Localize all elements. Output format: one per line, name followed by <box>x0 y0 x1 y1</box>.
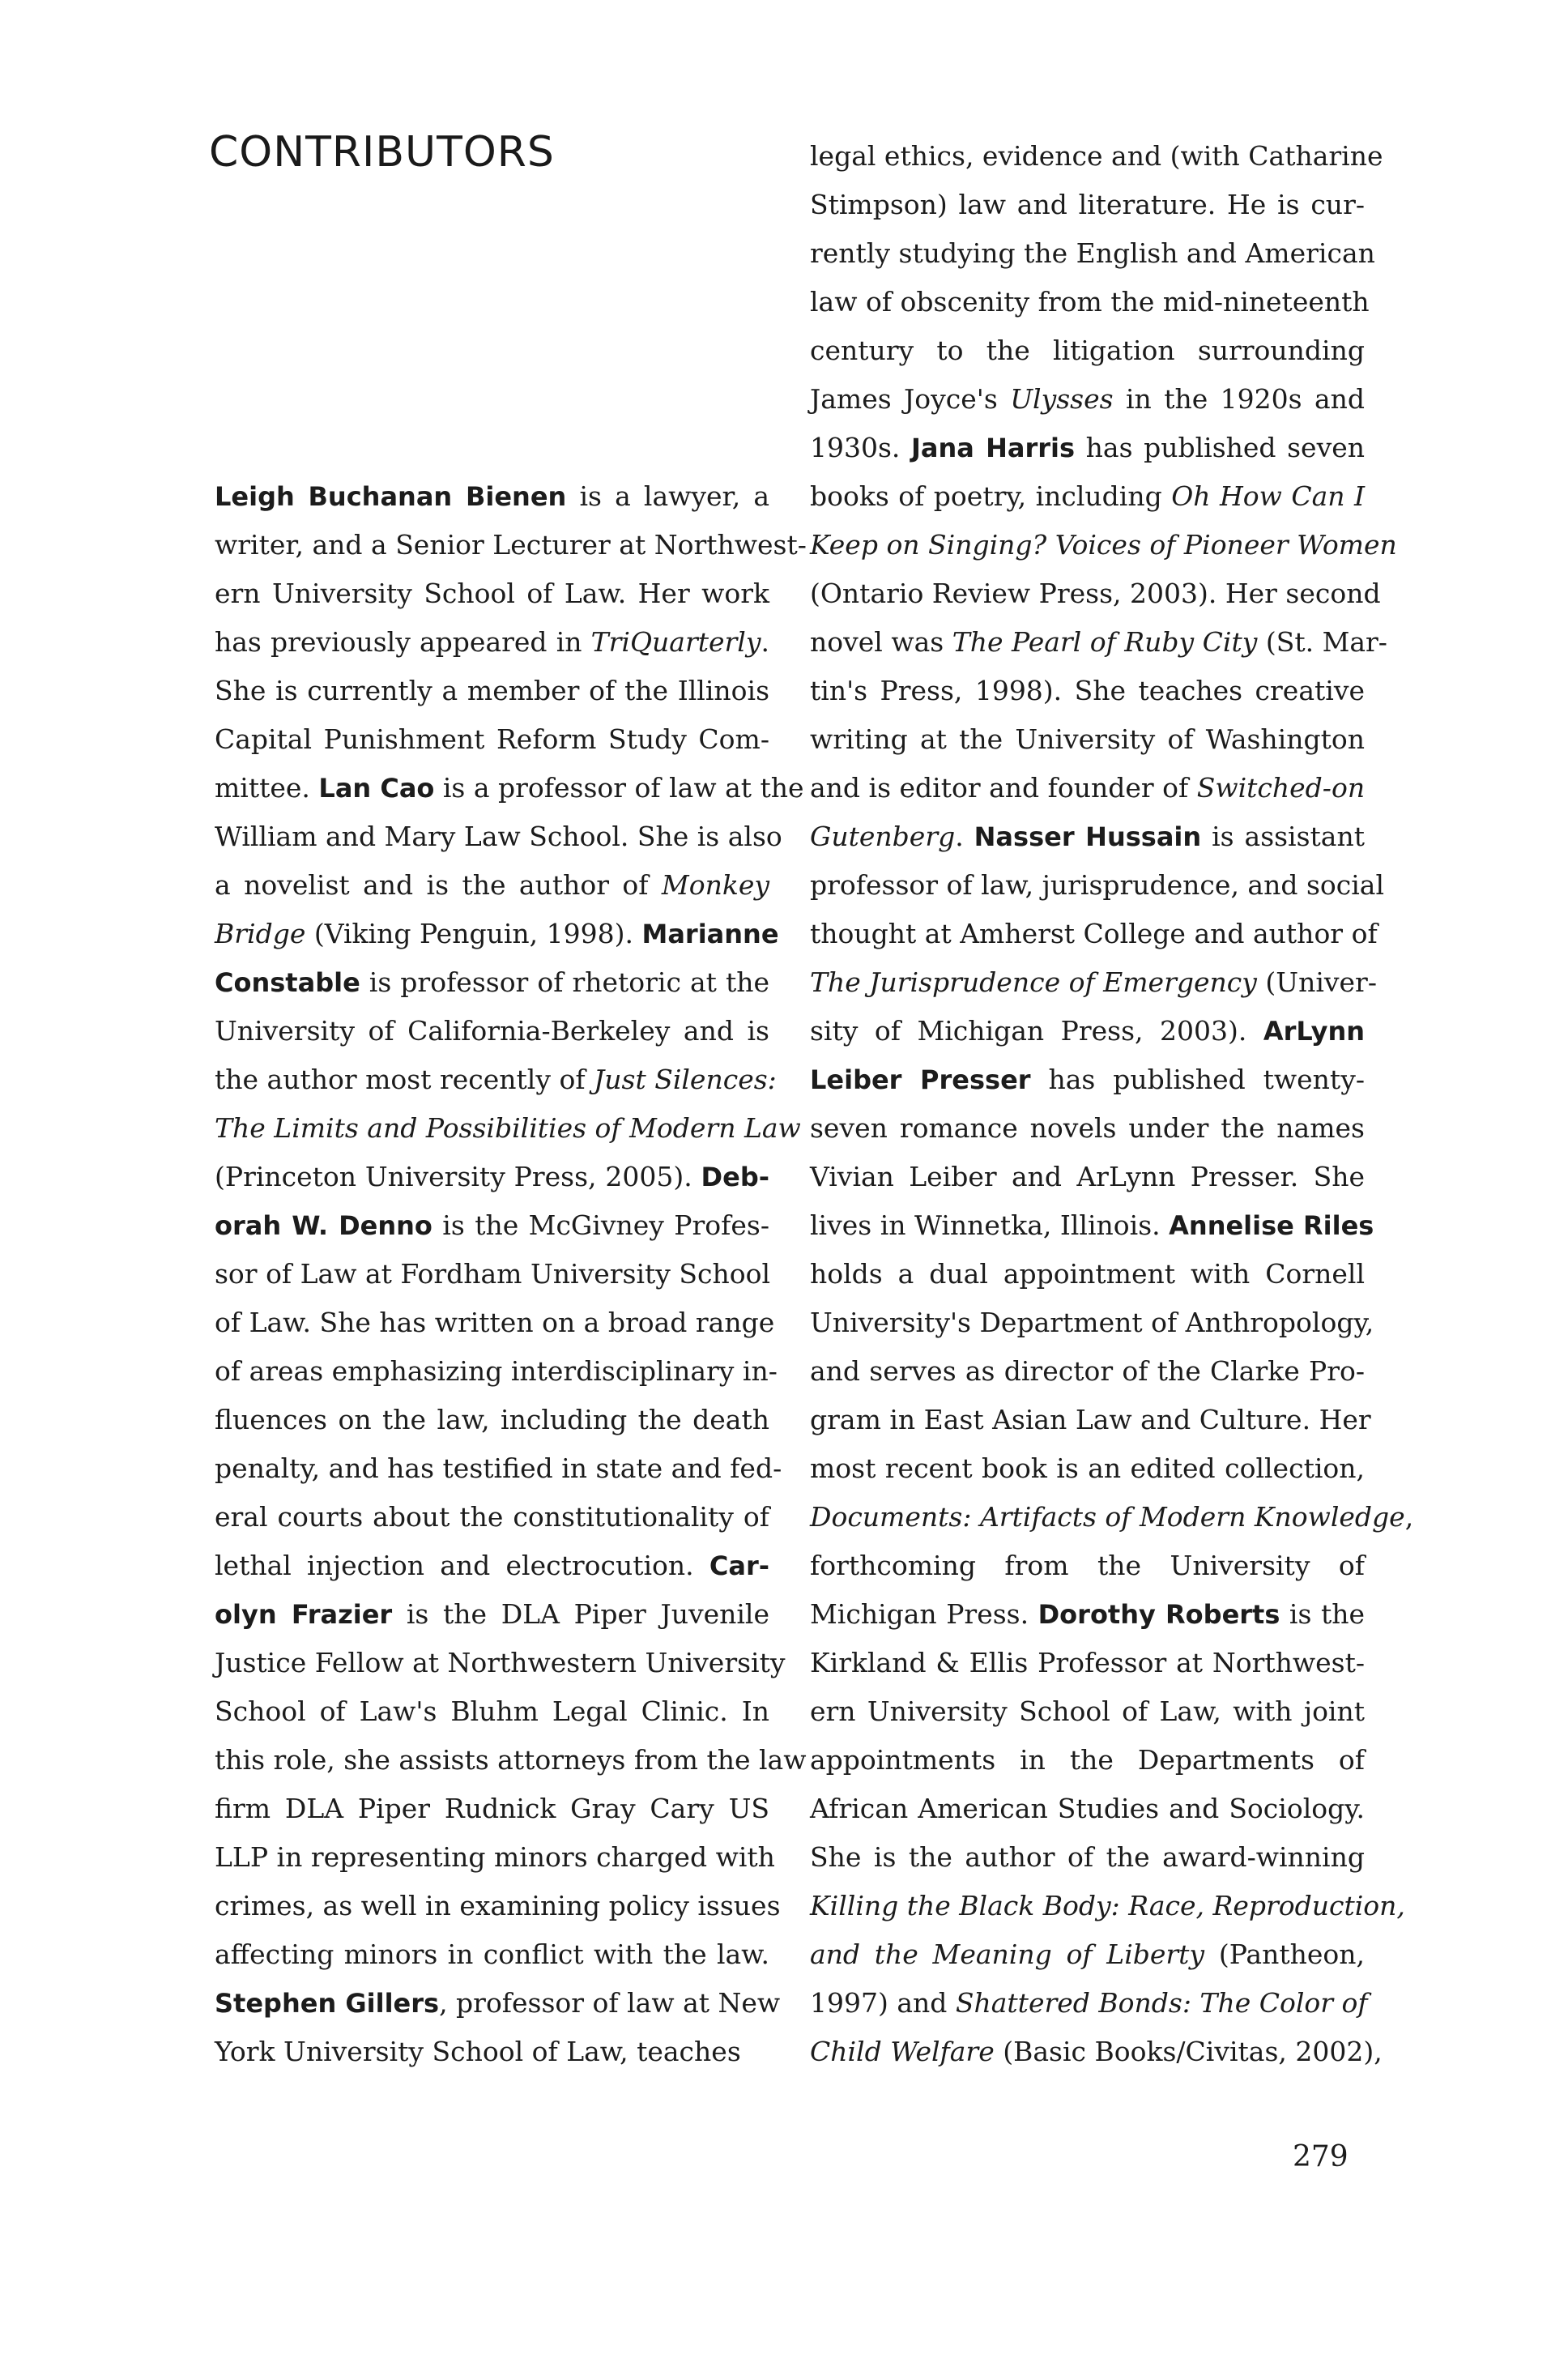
text-line <box>215 861 769 910</box>
line-text: , <box>1404 1501 1414 1533</box>
line-text: legal ethics, evidence and (with Catharine <box>810 140 1383 172</box>
line-text: Justice Fellow at Northwestern University <box>215 1647 786 1678</box>
line-text: a novelist and is the author of <box>215 869 662 901</box>
line-text: James Joyce's <box>810 383 1011 415</box>
line-text: Kirkland & Ellis Professor at Northwest- <box>810 1647 1365 1678</box>
line-text: is professor of rhetoric at the <box>360 966 769 998</box>
contributor-name: Jana Harris <box>911 433 1076 463</box>
line-text: novel was <box>810 626 952 658</box>
line-text: century to the litigation surrounding <box>810 335 1365 366</box>
line-text: in the 1920s and <box>1113 383 1366 415</box>
line-text: and serves as director of the Clarke Pro- <box>810 1355 1365 1387</box>
work-title: Monkey <box>661 869 769 901</box>
text-column-right <box>810 132 1414 2076</box>
text-line <box>215 1542 769 1590</box>
line-text: has published seven <box>1075 432 1366 463</box>
text-line <box>810 1639 1365 1687</box>
line-text: firm DLA Piper Rudnick Gray Cary US <box>215 1793 769 1824</box>
contributor-name: Lan Cao <box>318 773 435 804</box>
text-line <box>215 521 807 569</box>
text-line <box>215 715 769 764</box>
work-title: Gutenberg <box>810 821 956 852</box>
contributor-name: Nasser Hussain <box>974 821 1202 852</box>
line-text: . <box>761 626 769 658</box>
line-text: York University School of Law, teaches <box>215 2036 741 2067</box>
text-line <box>810 1979 1368 2028</box>
line-text: penalty, and has testified in state and fed- <box>215 1452 782 1484</box>
work-title: Killing the Black Body: Race, Reproduction, <box>810 1890 1405 1921</box>
text-line <box>810 910 1378 958</box>
page-title: CONTRIBUTORS <box>209 128 555 177</box>
line-text: has previously appeared in <box>215 626 591 658</box>
line-text: She is the author of the award-winning <box>810 1841 1365 1873</box>
text-line <box>215 1299 775 1347</box>
text-line <box>215 764 804 812</box>
line-text: rently studying the English and American <box>810 237 1375 269</box>
line-text: (Basic Books/Civitas, 2002), <box>994 2036 1383 2067</box>
line-text: . <box>955 821 974 852</box>
text-line <box>215 1882 781 1930</box>
text-line <box>810 424 1365 472</box>
page-number: 279 <box>1293 2140 1349 2173</box>
work-title: The Jurisprudence of Emergency <box>810 966 1257 998</box>
work-title: Documents: Artifacts of Modern Knowledge <box>810 1501 1405 1533</box>
line-text: forthcoming from the University of <box>810 1550 1365 1581</box>
text-line <box>810 1153 1365 1201</box>
line-text: writer, and a Senior Lecturer at Northwest- <box>215 529 807 561</box>
line-text: is the <box>1280 1598 1365 1630</box>
work-title: Shattered Bonds: The Color of <box>955 1987 1368 2019</box>
text-line <box>810 569 1381 618</box>
text-line <box>215 1493 769 1542</box>
text-line <box>810 278 1370 326</box>
line-text: (St. Mar- <box>1257 626 1387 658</box>
text-line <box>810 2028 1383 2076</box>
line-text: ern University School of Law. Her work <box>215 578 769 609</box>
text-line <box>810 1007 1365 1056</box>
text-line <box>810 1201 1374 1250</box>
work-title: Child Welfare <box>810 2036 995 2067</box>
text-line <box>810 1056 1365 1104</box>
line-text: Stimpson) law and literature. He is cur- <box>810 189 1365 220</box>
line-text: holds a dual appointment with Cornell <box>810 1258 1365 1290</box>
text-line <box>810 958 1377 1007</box>
text-line <box>810 812 1365 861</box>
text-line <box>810 132 1383 181</box>
contributor-name: Marianne <box>641 919 779 949</box>
line-text: fluences on the law, including the death <box>215 1404 769 1435</box>
line-text: (Univer- <box>1256 966 1377 998</box>
line-text: most recent book is an edited collection, <box>810 1452 1365 1484</box>
text-line <box>215 472 769 521</box>
text-line <box>215 1736 807 1785</box>
line-text: lethal injection and electrocution. <box>215 1550 709 1581</box>
text-line <box>810 521 1397 569</box>
work-title: and the Meaning of Liberty <box>810 1938 1205 1970</box>
text-line <box>215 667 769 715</box>
line-text: (Princeton University Press, 2005). <box>215 1161 701 1192</box>
text-line <box>810 764 1365 812</box>
text-line <box>810 861 1385 910</box>
line-text: lives in Winnetka, Illinois. <box>810 1209 1170 1241</box>
line-text: seven romance novels under the names <box>810 1112 1365 1144</box>
line-text: , professor of law at New <box>439 1987 781 2019</box>
line-text: eral courts about the constitutionality of <box>215 1501 769 1533</box>
work-title: Keep on Singing? Voices of Pioneer Women <box>810 529 1397 561</box>
line-text: gram in East Asian Law and Culture. Her <box>810 1404 1371 1435</box>
line-text: sity of Michigan Press, 2003). <box>810 1015 1263 1047</box>
text-line <box>215 2028 769 2076</box>
text-line <box>810 618 1387 667</box>
line-text: tin's Press, 1998). She teaches creative <box>810 675 1365 706</box>
text-line <box>215 1153 769 1201</box>
text-line <box>810 1882 1405 1930</box>
text-line <box>215 1639 786 1687</box>
text-line <box>810 1785 1365 1833</box>
line-text: affecting minors in conflict with the law. <box>215 1938 769 1970</box>
work-title: The Pearl of Ruby City <box>952 626 1258 658</box>
text-line <box>215 1104 801 1153</box>
text-line <box>215 1444 782 1493</box>
line-text: (Ontario Review Press, 2003). Her second <box>810 578 1381 609</box>
text-line <box>215 1785 769 1833</box>
text-line <box>215 1833 775 1882</box>
line-text: LLP in representing minors charged with <box>215 1841 775 1873</box>
text-line <box>810 1347 1365 1396</box>
text-line <box>215 1007 769 1056</box>
line-text: 1930s. <box>810 432 911 463</box>
line-text: the author most recently of <box>215 1064 594 1095</box>
contributor-name: Deb- <box>701 1162 769 1192</box>
line-text: appointments in the Departments of <box>810 1744 1365 1776</box>
text-line <box>215 812 782 861</box>
work-title: Just Silences: <box>594 1064 777 1095</box>
text-line <box>215 1930 769 1979</box>
line-text: of areas emphasizing interdisciplinary in- <box>215 1355 778 1387</box>
text-line <box>810 1250 1365 1299</box>
line-text: ern University School of Law, with joint <box>810 1695 1365 1727</box>
text-line <box>810 326 1365 375</box>
work-title: Bridge <box>215 918 306 949</box>
line-text: Michigan Press. <box>810 1598 1038 1630</box>
line-text: is a lawyer, a <box>566 480 769 512</box>
text-line <box>810 181 1365 229</box>
text-line <box>215 1250 769 1299</box>
contributor-name: Stephen Gillers <box>215 1988 440 2019</box>
line-text: law of obscenity from the mid-nineteenth <box>810 286 1370 318</box>
work-title: The Limits and Possibilities of Modern Law <box>215 1112 801 1144</box>
line-text: crimes, as well in examining policy issues <box>215 1890 781 1921</box>
line-text: of Law. She has written on a broad range <box>215 1307 775 1338</box>
line-text: has published twenty- <box>1030 1064 1365 1095</box>
line-text: professor of law, jurisprudence, and social <box>810 869 1385 901</box>
text-line <box>215 1396 769 1444</box>
line-text: University's Department of Anthropology, <box>810 1307 1374 1338</box>
contributor-name: ArLynn <box>1263 1016 1365 1047</box>
line-text: sor of Law at Fordham University School <box>215 1258 771 1290</box>
text-line <box>215 910 779 958</box>
text-line <box>810 1493 1414 1542</box>
text-line <box>215 1201 769 1250</box>
line-text: is the DLA Piper Juvenile <box>392 1598 770 1630</box>
line-text: (Viking Penguin, 1998). <box>305 918 642 949</box>
line-text: is the McGivney Profes- <box>432 1209 769 1241</box>
line-text: is a professor of law at the <box>434 772 804 804</box>
line-text: (Pantheon, <box>1204 1938 1366 1970</box>
line-text: School of Law's Bluhm Legal Clinic. In <box>215 1695 769 1727</box>
contributor-name: Constable <box>215 967 360 998</box>
line-text: 1997) and <box>810 1987 956 2019</box>
contributor-name: olyn Frazier <box>215 1599 393 1630</box>
contributor-name: Dorothy Roberts <box>1038 1599 1280 1630</box>
line-text: books of poetry, including <box>810 480 1172 512</box>
text-line <box>810 1104 1365 1153</box>
text-line <box>810 1444 1365 1493</box>
contributor-name: orah W. Denno <box>215 1210 432 1241</box>
line-text: She is currently a member of the Illinois <box>215 675 769 706</box>
text-line <box>810 375 1365 424</box>
text-line <box>215 618 769 667</box>
text-line <box>215 958 769 1007</box>
contributor-name: Annelise Riles <box>1169 1210 1374 1241</box>
line-text: William and Mary Law School. She is also <box>215 821 782 852</box>
text-line <box>810 1687 1365 1736</box>
text-column-left <box>215 472 807 2076</box>
contributor-name: Leigh Buchanan Bienen <box>215 481 567 512</box>
text-line <box>810 1396 1371 1444</box>
text-line <box>215 1979 781 2028</box>
text-line <box>810 715 1365 764</box>
text-line <box>215 1347 778 1396</box>
line-text: and is editor and founder of <box>810 772 1197 804</box>
contributor-name: Car- <box>709 1550 769 1581</box>
line-text: Vivian Leiber and ArLynn Presser. She <box>810 1161 1365 1192</box>
line-text: is assistant <box>1201 821 1365 852</box>
line-text: thought at Amherst College and author of <box>810 918 1378 949</box>
line-text: African American Studies and Sociology. <box>810 1793 1365 1824</box>
text-line <box>215 1056 777 1104</box>
line-text: University of California-Berkeley and is <box>215 1015 769 1047</box>
work-title: Oh How Can I <box>1171 480 1365 512</box>
text-line <box>810 1736 1365 1785</box>
text-line <box>810 1542 1365 1590</box>
text-line <box>215 1590 769 1639</box>
line-text: this role, she assists attorneys from the law <box>215 1744 807 1776</box>
text-line <box>810 472 1365 521</box>
work-title: TriQuarterly <box>590 626 761 658</box>
work-title: Switched-on <box>1196 772 1366 804</box>
text-line <box>810 1833 1365 1882</box>
line-text: mittee. <box>215 772 319 804</box>
text-line <box>810 1590 1365 1639</box>
text-line <box>810 229 1375 278</box>
line-text: writing at the University of Washington <box>810 723 1365 755</box>
text-line <box>810 1299 1374 1347</box>
text-line <box>810 667 1365 715</box>
line-text: Capital Punishment Reform Study Com- <box>215 723 769 755</box>
text-line <box>215 1687 769 1736</box>
work-title: Ulysses <box>1010 383 1114 415</box>
text-line <box>215 569 769 618</box>
text-line <box>810 1930 1365 1979</box>
contributor-name: Leiber Presser <box>810 1064 1031 1095</box>
